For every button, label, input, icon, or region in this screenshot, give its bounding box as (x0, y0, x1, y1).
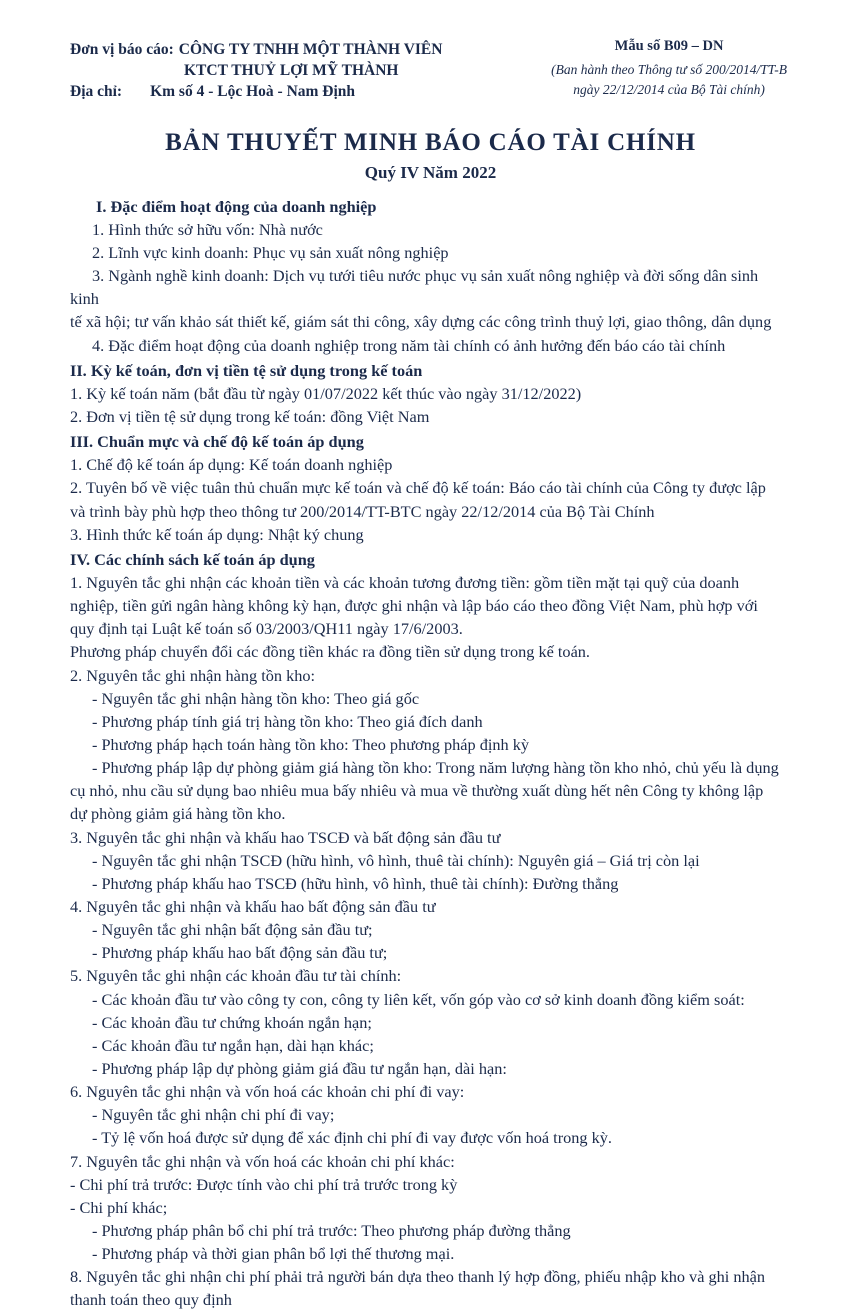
section-4-item-2d-line1: - Phương pháp lập dự phòng giảm giá hàng tồn kho: Trong năm lượng hàng tồn kho nhỏ, chủ yếu là dụng (92, 758, 779, 778)
section-4-item-7d: - Phương pháp và thời gian phân bổ lợi thế thương mại. (92, 1244, 455, 1264)
section-4-item-8-line2: thanh toán theo quy định (70, 1290, 232, 1310)
section-3-item-2-line1: 2. Tuyên bố về việc tuân thủ chuẩn mực kế toán và chế độ kế toán: Báo cáo tài chính của Công ty được lập (70, 478, 766, 498)
section-4-item-4b: - Phương pháp khấu hao bất động sản đầu tư; (92, 943, 388, 963)
section-4-item-5a: - Các khoản đầu tư vào công ty con, công ty liên kết, vốn góp vào cơ sở kinh doanh đồng kiểm soát: (92, 989, 745, 1009)
section-3-item-3: 3. Hình thức kế toán áp dụng: Nhật ký chung (70, 524, 364, 544)
section-4-heading: IV. Các chính sách kế toán áp dụng (70, 549, 315, 569)
section-1-heading: I. Đặc điểm hoạt động của doanh nghiệp (96, 196, 377, 216)
section-4-item-5: 5. Nguyên tắc ghi nhận các khoản đầu tư tài chính: (70, 966, 402, 986)
form-note-line1: (Ban hành theo Thông tư số 200/2014/TT-B (551, 62, 787, 78)
section-4-item-1-line3: quy định tại Luật kế toán số 03/2003/QH11 ngày 17/6/2003. (70, 619, 463, 639)
address-value: Km số 4 - Lộc Hoà - Nam Định (150, 82, 356, 100)
section-4-item-6a: - Nguyên tắc ghi nhận chi phí đi vay; (92, 1105, 335, 1125)
section-4-item-1-line4: Phương pháp chuyển đổi các đồng tiền khác ra đồng tiền sử dụng trong kế toán. (70, 642, 591, 662)
section-1-item-2: 2. Lĩnh vực kinh doanh: Phục vụ sản xuất nông nghiệp (92, 243, 449, 263)
reporting-unit-value: CÔNG TY TNHH MỘT THÀNH VIÊN (178, 41, 443, 58)
reporting-unit-label: Đơn vị báo cáo: (70, 41, 174, 58)
section-4-item-3b: - Phương pháp khấu hao TSCĐ (hữu hình, vô hình, thuê tài chính): Đường thẳng (92, 873, 619, 893)
section-4-item-1-line1: 1. Nguyên tắc ghi nhận các khoản tiền và các khoản tương đương tiền: gồm tiền mặt tại quỹ của doanh (70, 573, 740, 593)
section-4-item-3: 3. Nguyên tắc ghi nhận và khấu hao TSCĐ và bất động sản đầu tư (70, 827, 501, 847)
section-1-item-4: 4. Đặc điểm hoạt động của doanh nghiệp trong năm tài chính có ảnh hưởng đến báo cáo tài chính (92, 335, 726, 355)
section-4-item-4: 4. Nguyên tắc ghi nhận và khấu hao bất động sản đầu tư (70, 896, 436, 916)
section-1-item-3-line2: tế xã hội; tư vấn khảo sát thiết kế, giám sát thi công, xây dựng các công trình thuỷ lợi, giao thông, dân dụng (70, 312, 772, 332)
section-4-item-1-line2: nghiệp, tiền gửi ngân hàng không kỳ hạn, được ghi nhận và lập báo cáo theo đồng Việt Nam, phù hợp với (70, 596, 758, 616)
section-4-item-2d-line3: dự phòng giảm giá hàng tồn kho. (70, 804, 286, 824)
section-4-item-2d-line2: cụ nhỏ, nhu cầu sử dụng bao nhiêu mua bấy nhiêu và mua về thường xuất dùng hết nên Công ty không lập (70, 781, 764, 801)
section-4-item-2c: - Phương pháp hạch toán hàng tồn kho: Theo phương pháp định kỳ (92, 735, 530, 754)
section-4-item-4a: - Nguyên tắc ghi nhận bất động sản đầu tư; (92, 920, 373, 940)
section-4-item-8-line1: 8. Nguyên tắc ghi nhận chi phí phải trả người bán dựa theo thanh lý hợp đồng, phiếu nhập kho và ghi nhận (70, 1267, 766, 1287)
section-2-item-2: 2. Đơn vị tiền tệ sử dụng trong kế toán: đồng Việt Nam (70, 407, 430, 427)
section-4-item-7c: - Phương pháp phân bổ chi phí trả trước: Theo phương pháp đường thẳng (92, 1220, 571, 1240)
form-note-line2: ngày 22/12/2014 của Bộ Tài chính) (573, 81, 765, 97)
section-3-item-1: 1. Chế độ kế toán áp dụng: Kế toán doanh nghiệp (70, 455, 393, 475)
reporting-unit-value-line2: KTCT THUỶ LỢI MỸ THÀNH (183, 61, 399, 79)
form-code-block (551, 34, 791, 99)
form-code: Mẫu số B09 – DN (614, 38, 724, 54)
section-4-item-7: 7. Nguyên tắc ghi nhận và vốn hoá các khoản chi phí khác: (70, 1151, 455, 1171)
section-4-item-6b: - Tỷ lệ vốn hoá được sử dụng để xác định chi phí đi vay được vốn hoá trong kỳ. (92, 1128, 612, 1148)
section-1-item-1: 1. Hình thức sở hữu vốn: Nhà nước (92, 219, 323, 239)
section-4-item-2: 2. Nguyên tắc ghi nhận hàng tồn kho: (70, 665, 316, 685)
section-3-heading: III. Chuẩn mực và chế độ kế toán áp dụng (70, 432, 364, 452)
address-label: Địa chỉ: (70, 82, 123, 100)
section-4-item-5c: - Các khoản đầu tư ngắn hạn, dài hạn khác; (92, 1035, 374, 1055)
document-body (70, 195, 791, 1312)
reporting-unit-block (70, 34, 442, 103)
section-4-item-6: 6. Nguyên tắc ghi nhận và vốn hoá các khoản chi phí đi vay: (70, 1082, 465, 1102)
page-subtitle: Quý IV Năm 2022 (364, 162, 497, 182)
section-4-item-3a: - Nguyên tắc ghi nhận TSCĐ (hữu hình, vô hình, thuê tài chính): Nguyên giá – Giá trị còn lại (92, 850, 700, 870)
document-header (70, 34, 791, 103)
section-4-item-5d: - Phương pháp lập dự phòng giảm giá đầu tư ngắn hạn, dài hạn: (92, 1058, 507, 1078)
section-4-item-7a: - Chi phí trả trước: Được tính vào chi phí trả trước trong kỳ (70, 1174, 458, 1194)
section-4-item-5b: - Các khoản đầu tư chứng khoán ngắn hạn; (92, 1012, 372, 1032)
section-4-item-2a: - Nguyên tắc ghi nhận hàng tồn kho: Theo giá gốc (92, 688, 420, 708)
section-1-item-3-line1: 3. Ngành nghề kinh doanh: Dịch vụ tưới tiêu nước phục vụ sản xuất nông nghiệp và đời sống dân sinh kinh (70, 266, 759, 309)
reporting-unit-row (70, 40, 442, 61)
section-2-item-1: 1. Kỳ kế toán năm (bắt đầu từ ngày 01/07/2022 kết thúc vào ngày 31/12/2022) (70, 383, 582, 403)
section-4-item-7b: - Chi phí khác; (70, 1197, 168, 1217)
page-title: BẢN THUYẾT MINH BÁO CÁO TÀI CHÍNH (165, 128, 696, 156)
section-2-heading: II. Kỳ kế toán, đơn vị tiền tệ sử dụng trong kế toán (70, 360, 423, 380)
address-row (70, 82, 442, 103)
section-4-item-2b: - Phương pháp tính giá trị hàng tồn kho: Theo giá đích danh (92, 711, 483, 731)
section-3-item-2-line2: và trình bày phù hợp theo thông tư 200/2014/TT-BTC ngày 22/12/2014 của Bộ Tài Chính (70, 501, 655, 521)
